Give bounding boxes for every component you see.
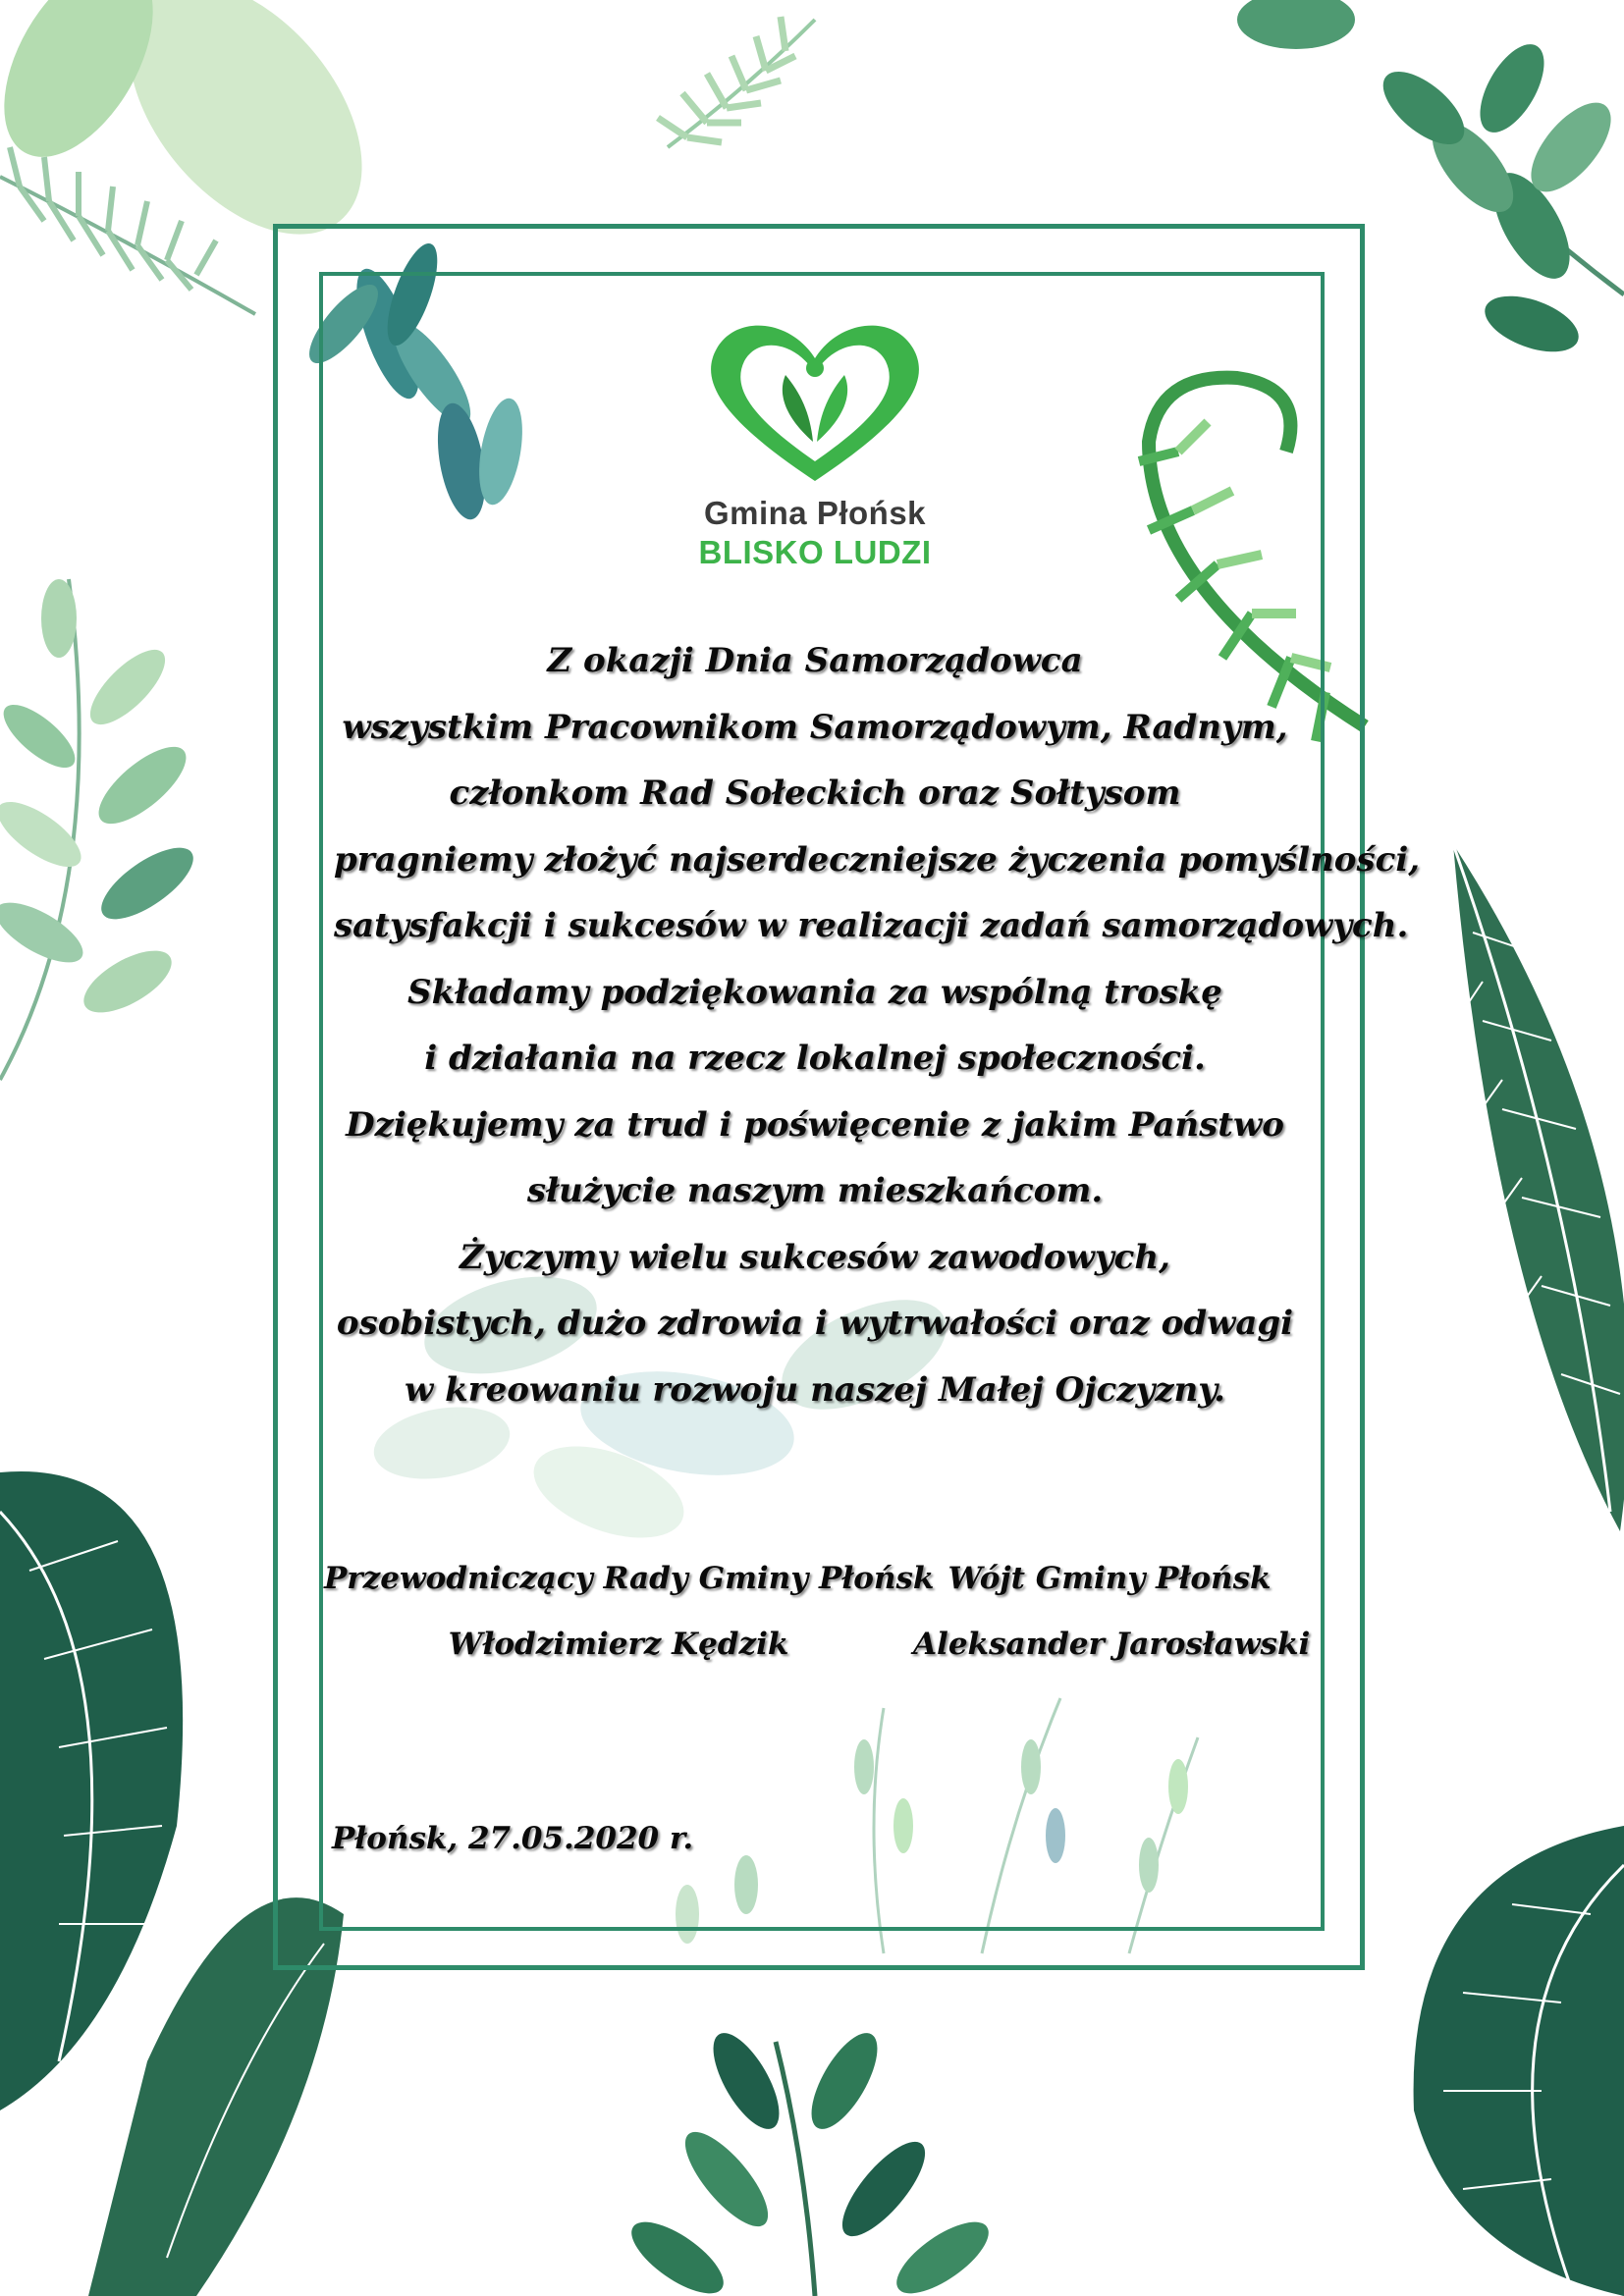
message-line: satysfakcji i sukcesów w realizacji zadań samorządowych. xyxy=(334,906,1409,945)
left-branch xyxy=(0,579,204,1080)
signature-title: Wójt Gminy Płońsk xyxy=(947,1561,1272,1596)
message-line: pragniemy złożyć najserdeczniejsze życzenia pomyślności, xyxy=(334,839,1421,880)
heart-logo-icon xyxy=(697,314,933,491)
municipality-logo xyxy=(687,314,943,589)
message-line: członkom Rad Sołeckich oraz Sołtysom xyxy=(449,774,1181,813)
bottom-right-leaf xyxy=(1414,1826,1624,2296)
message-line: w kreowaniu rozwoju naszej Małej Ojczyzny. xyxy=(405,1369,1225,1410)
message-line: służycie naszym mieszkańcom. xyxy=(526,1171,1104,1210)
message-line: Dziękujemy za trud i poświęcenie z jakim Państwo xyxy=(346,1104,1284,1145)
logo-municipality-name: Gmina Płońsk xyxy=(703,495,927,531)
logo-tagline: BLISKO LUDZI xyxy=(698,534,932,570)
right-large-leaf xyxy=(1453,844,1624,1531)
message-line: osobistych, dużo zdrowia i wytrwałości oraz odwagi xyxy=(336,1304,1294,1343)
greeting-message xyxy=(334,628,1421,1423)
signature-title: Przewodniczący Rady Gminy Płońsk xyxy=(324,1561,935,1596)
signature-name: Aleksander Jarosławski xyxy=(913,1627,1311,1662)
place-and-date: Płońsk, 27.05.2020 r. xyxy=(332,1821,694,1856)
signature-mayor xyxy=(913,1546,1311,1678)
bottom-center-plant xyxy=(621,2023,999,2296)
signature-name: Włodzimierz Kędzik xyxy=(448,1627,789,1662)
signature-council-chairman xyxy=(324,1546,935,1678)
message-line: Składamy podziękowania za wspólną troskę xyxy=(407,972,1222,1012)
top-center-fern xyxy=(658,17,815,147)
message-line: wszystkim Pracownikom Samorządowym, Radnym, xyxy=(342,707,1288,747)
message-line: i działania na rzecz lokalnej społeczności. xyxy=(424,1039,1206,1078)
message-line: Z okazji Dnia Samorządowca xyxy=(547,641,1083,680)
message-line: Życzymy wielu sukcesów zawodowych, xyxy=(460,1237,1170,1277)
